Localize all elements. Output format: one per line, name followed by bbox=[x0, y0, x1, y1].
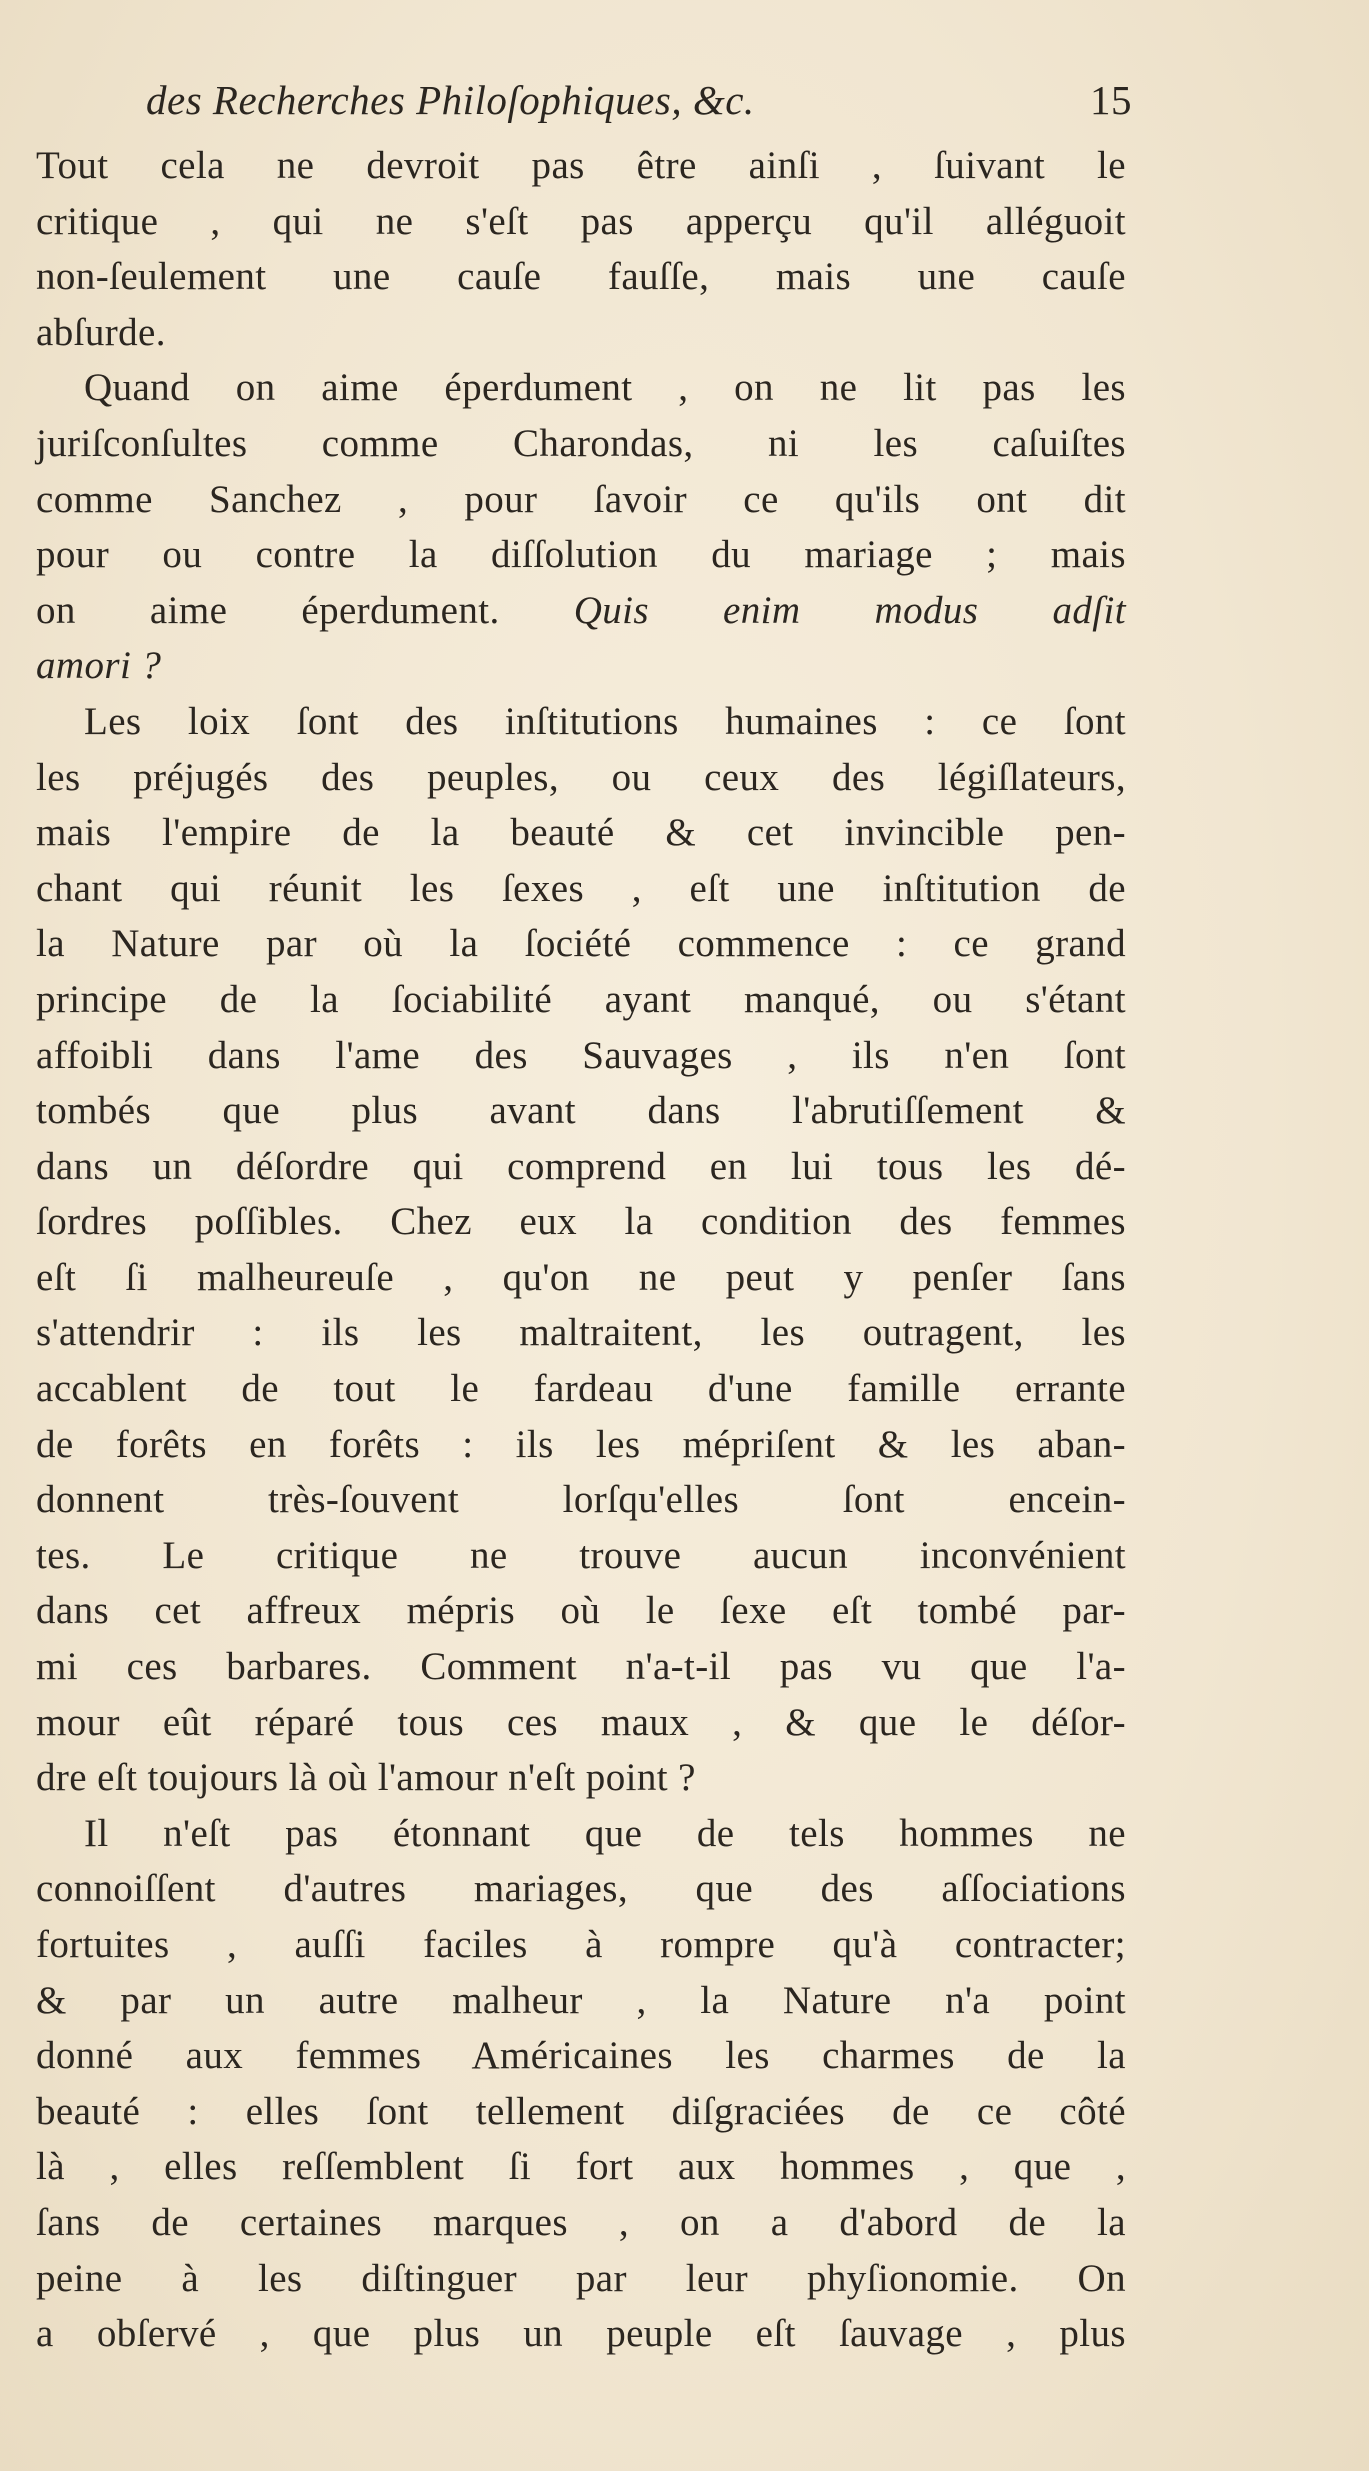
text-block bbox=[36, 76, 1132, 2362]
text-line: dre eſt toujours là où l'amour n'eſt point ? bbox=[36, 1756, 696, 1800]
text-line: accablent de tout le fardeau d'une famille errante bbox=[36, 1367, 1126, 1411]
text-line: fortuites , auſſi faciles à rompre qu'à contracter; bbox=[36, 1923, 1126, 1966]
text-line: on aime éperdument. Quis enim modus adſit bbox=[36, 588, 1126, 632]
text-line: Les loix ſont des inſtitutions humaines : ce ſont bbox=[84, 699, 1126, 743]
text-line: de forêts en forêts : ils les mépriſent & les aban- bbox=[36, 1422, 1126, 1466]
text-line: dans un déſordre qui comprend en lui tous les dé- bbox=[36, 1144, 1126, 1188]
text-line: chant qui réunit les ſexes , eſt une inſtitution de bbox=[36, 866, 1126, 910]
text-line: eſt ſi malheureuſe , qu'on ne peut y penſer ſans bbox=[36, 1255, 1126, 1299]
text-line: mais l'empire de la beauté & cet invincible pen- bbox=[36, 811, 1126, 855]
text-line: tombés que plus avant dans l'abrutiſſement & bbox=[36, 1089, 1126, 1133]
text-line: dans cet affreux mépris où le ſexe eſt tombé par- bbox=[36, 1589, 1126, 1633]
text-line: affoibli dans l'ame des Sauvages , ils n'en ſont bbox=[36, 1033, 1126, 1077]
text-line: mi ces barbares. Comment n'a-t-il pas vu que l'a- bbox=[36, 1645, 1126, 1689]
text-line: principe de la ſociabilité ayant manqué, ou s'étant bbox=[36, 977, 1126, 1021]
text-line: Quand on aime éperdument , on ne lit pas les bbox=[84, 366, 1126, 410]
text-line: amori ? bbox=[36, 644, 162, 688]
text-line: tes. Le critique ne trouve aucun inconvénient bbox=[36, 1533, 1126, 1577]
text-line: critique , qui ne s'eſt pas apperçu qu'il alléguoit bbox=[36, 199, 1126, 243]
text-line: donné aux femmes Américaines les charmes de la bbox=[36, 2034, 1126, 2078]
text-line: beauté : elles ſont tellement diſgraciées de ce côté bbox=[36, 2089, 1126, 2133]
text-line: non-ſeulement une cauſe fauſſe, mais une cauſe bbox=[36, 255, 1126, 299]
running-head-title: des Recherches Philoſophiques, &c. bbox=[146, 77, 755, 123]
text-line: là , elles reſſemblent ſi fort aux hommes , que , bbox=[36, 2145, 1126, 2189]
text-line: Tout cela ne devroit pas être ainſi , ſuivant le bbox=[36, 144, 1126, 187]
text-line: juriſconſultes comme Charondas, ni les caſuiſtes bbox=[36, 421, 1126, 465]
text-line: donnent très-ſouvent lorſqu'elles ſont encein- bbox=[36, 1478, 1126, 1522]
text-line: connoiſſent d'autres mariages, que des aſſociations bbox=[36, 1867, 1126, 1911]
page-number: 15 bbox=[1090, 77, 1132, 123]
text-line: les préjugés des peuples, ou ceux des légiſlateurs, bbox=[36, 755, 1126, 799]
text-line: s'attendrir : ils les maltraitent, les outragent, les bbox=[36, 1311, 1126, 1355]
text-line: abſurde. bbox=[36, 310, 166, 354]
text-line: ſans de certaines marques , on a d'abord de la bbox=[36, 2200, 1126, 2244]
text-line: pour ou contre la diſſolution du mariage ; mais bbox=[36, 533, 1126, 577]
text-line: comme Sanchez , pour ſavoir ce qu'ils ont dit bbox=[36, 477, 1126, 521]
text-line: ſordres poſſibles. Chez eux la condition des femmes bbox=[36, 1200, 1126, 1244]
text-line: mour eût réparé tous ces maux , & que le déſor- bbox=[36, 1700, 1126, 1744]
running-head bbox=[36, 76, 1132, 138]
body-text bbox=[36, 138, 1126, 2362]
text-line: peine à les diſtinguer par leur phyſionomie. On bbox=[36, 2256, 1126, 2300]
text-line: Il n'eſt pas étonnant que de tels hommes ne bbox=[84, 1811, 1126, 1855]
text-line: & par un autre malheur , la Nature n'a point bbox=[36, 1978, 1126, 2022]
text-line: la Nature par où la ſociété commence : ce grand bbox=[36, 922, 1126, 966]
text-line: a obſervé , que plus un peuple eſt ſauvage , plus bbox=[36, 2312, 1126, 2356]
